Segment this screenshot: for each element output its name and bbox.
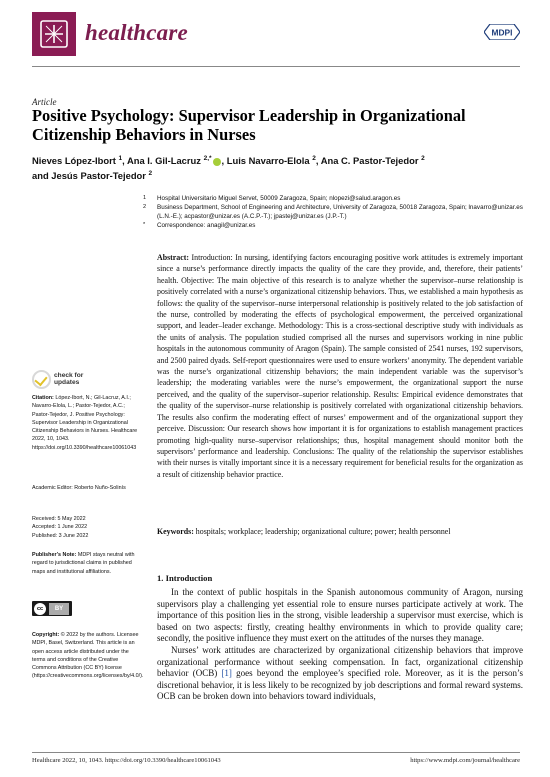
author-affil-mark: 2 [421,155,425,162]
abstract-text: Introduction: In nursing, identifying factors encouraging positive work attitudes is extremely important since a nurse’s performance directly impacts the quality of the care they provide, and, therefore, their patients’ health. Objective: The main objective of this research is to analyze whether the supervisor–nurse relationship is positively correlated with a nurse’s organizational citizenship behaviors. Thus, we established a main hypothesis as follows: the quality of the supervisor–nurse interpersonal relationship is positively related to the job satisfaction of the nurse, controlled by moderating the effects of psychological empowerment, the perceived organizational support, and leader–leader exchange. Methodology: This is a cross-sectional descriptive study with individuals as the units of analysis. The population studied comprised all the nurses and supervisors working in nine public hospitals in the autonomous community of Aragon (Spain). The sample consisted of 2541 nurses, 192 supervisors, and 2500 paired dyads. Self-report questionnaires were used to ensure workers’ anonymity. The dependent variable was the nurse’s organizational citizenship behaviors; the main independent variable was the supervisor’s leadership; the moderating variables were the nurse’s empowerment, the organizational support the nurse perceived, and the quality of the supervisor–superior relationship. Results: Empirical evidence demonstrates that the quality of the supervisor–nurse relationship is positively correlated with organizational citizenship behaviors. The results also confirm the moderating effect of nurses’ empowerment and of the organizational support they perceive. Discussion: Our research shows how important it is for organizations to establish management practices promoting high-quality nurse–supervisor relationships; thus, hospital management should monitor both the supervisors’ performance and leadership. Conclusions: The quality of the relationship the supervisor establishes with their nurses is vitally important since it is a necessary requirement for beneficial results for the organization as a result of citizenship behavior practice. [157,253,523,479]
author-affil-mark: 1 [118,155,123,162]
keywords-label: Keywords: [157,527,194,536]
affiliation-item [143,194,523,203]
affiliation-text: Business Department, School of Engineering and Architecture, University of Zaragoza, 50018 Zaragoza, Spain; lnavarro@unizar.es (L.N.-E.); acpastor@unizar.es (A.C.P.-T.); jpastej@unizar.es (J.P.-T.) [157,204,523,221]
affiliation-mark: 1 [143,195,147,201]
mdpi-logo[interactable] [484,24,520,40]
affiliation-text: Hospital Universitario Miguel Servet, 50009 Zaragoza, Spain; nlopezi@salud.aragon.es [157,195,401,202]
cc-icon: cc [34,603,46,615]
healthcare-journal-icon [32,12,76,56]
reference-link[interactable]: [1] [221,668,232,679]
author-affil-mark: 2 [312,155,316,162]
cc-by-license-badge[interactable] [32,601,72,616]
paragraph: Nurses’ work attitudes are characterized by organizational citizenship behaviors that improve organizational performance without seeking compensation. In fact, organizational citizenship behavior (OCB) [1] goes beyond the employee’s specified role. Moreover, as it is the person’s discretional behavior, it is less likely to be recognized by job descriptions and formal reward systems. OCB can be broken down into behaviors toward individuals, [157,644,523,702]
keywords-text: hospitals; workplace; leadership; organizational culture; power; health personnel [193,527,451,536]
publisher-note: Publisher’s Note: MDPI stays neutral with regard to jurisdictional claims in published maps and institutional affiliations. [32,552,135,575]
author-list: Nieves López-Ibort $^1$, Ana I. Gil-Lacruz $^{2,*}$ , Luis Navarro-Elola $^2$, Ana C. Pastor-Tejedor $^2$ and Jesús Pastor-Tejedor $^2$ [32,155,425,182]
svg-text:MDPI: MDPI [491,27,513,38]
author-name[interactable]: Ana I. Gil-Lacruz [126,155,201,167]
academic-editor: Academic Editor: Roberto Nuño-Solinís [32,485,126,491]
header-divider [32,66,520,67]
affiliation-item [143,203,523,221]
affiliation-item [143,221,523,230]
section-heading: 1. Introduction [157,573,213,583]
copyright-block: Copyright: © 2022 by the authors. Licensee MDPI, Basel, Switzerland. This article is an open access article distributed under the terms and conditions of the Creative Commons Attribution (CC BY) license (https://creativecommons.org/licenses/by/4.0/). [32,632,144,680]
author-name[interactable]: Ana C. Pastor-Tejedor [320,155,419,167]
affiliation-text: Correspondence: anagil@unizar.es [157,222,256,230]
footer-citation[interactable]: Healthcare 2022, 10, 1043. https://doi.org/10.3390/healthcare10061043 [32,757,221,764]
paragraph: In the context of public hospitals in the Spanish autonomous community of Aragon, nursing supervisors play a challenging yet essential role to ensure nurses participate actively at work. The importance of this position lies in the strong, visible leadership a supervisor must exercise, which is based on two aspects: firstly, creating healthy environments in which to provide quality care; secondly, the positive influence they must exert on the attitudes of the nurses they manage. [157,587,523,644]
orcid-icon[interactable] [213,158,221,166]
check-for-updates-button[interactable] [32,369,92,391]
keywords [157,526,523,537]
check-updates-label: check for updates [54,372,84,387]
dates-block [32,515,142,540]
by-icon: BY [49,603,69,615]
journal-header [32,12,520,58]
introduction-body [157,587,523,703]
affiliation-mark: * [143,222,146,229]
citation-block [32,394,142,452]
author-name[interactable]: Nieves López-Ibort [32,155,116,167]
citation-label: Citation: [32,395,54,401]
author-affil-mark: 2 [148,170,153,178]
author-name[interactable]: Luis Navarro-Elola [226,155,310,167]
citation-text[interactable]: López-Ibort, N.; Gil-Lacruz, A.I.; Navarro-Elola, L.; Pastor-Tejedor, A.C.; Pastor-Tejedor, J. Positive Psychology: Supervisor Leadership in Organizational Citizenship Behaviors in Nurses. Healthcare 2022, 10, 1043. https://doi.org/10.3390/healthcare10061043 [32,395,138,451]
affiliations [143,194,523,230]
abstract-label: Abstract: [157,253,189,262]
abstract [157,252,523,480]
check-updates-icon [32,370,51,389]
footer-journal-url[interactable]: https://www.mdpi.com/journal/healthcare [410,757,520,764]
accepted-date: Accepted: 1 June 2022 [32,524,88,531]
footer-divider [32,752,520,753]
journal-name[interactable]: healthcare [85,20,188,45]
article-type: Article [32,97,57,107]
affiliation-mark: 2 [143,204,147,211]
published-date: Published: 3 June 2022 [32,532,89,539]
author-name[interactable]: Jesús Pastor-Tejedor [51,170,146,182]
author-affil-mark: 2,* [203,155,212,162]
received-date: Received: 5 May 2022 [32,516,86,522]
article-title: Positive Psychology: Supervisor Leadership in Organizational Citizenship Behaviors in Nurses [32,106,466,144]
